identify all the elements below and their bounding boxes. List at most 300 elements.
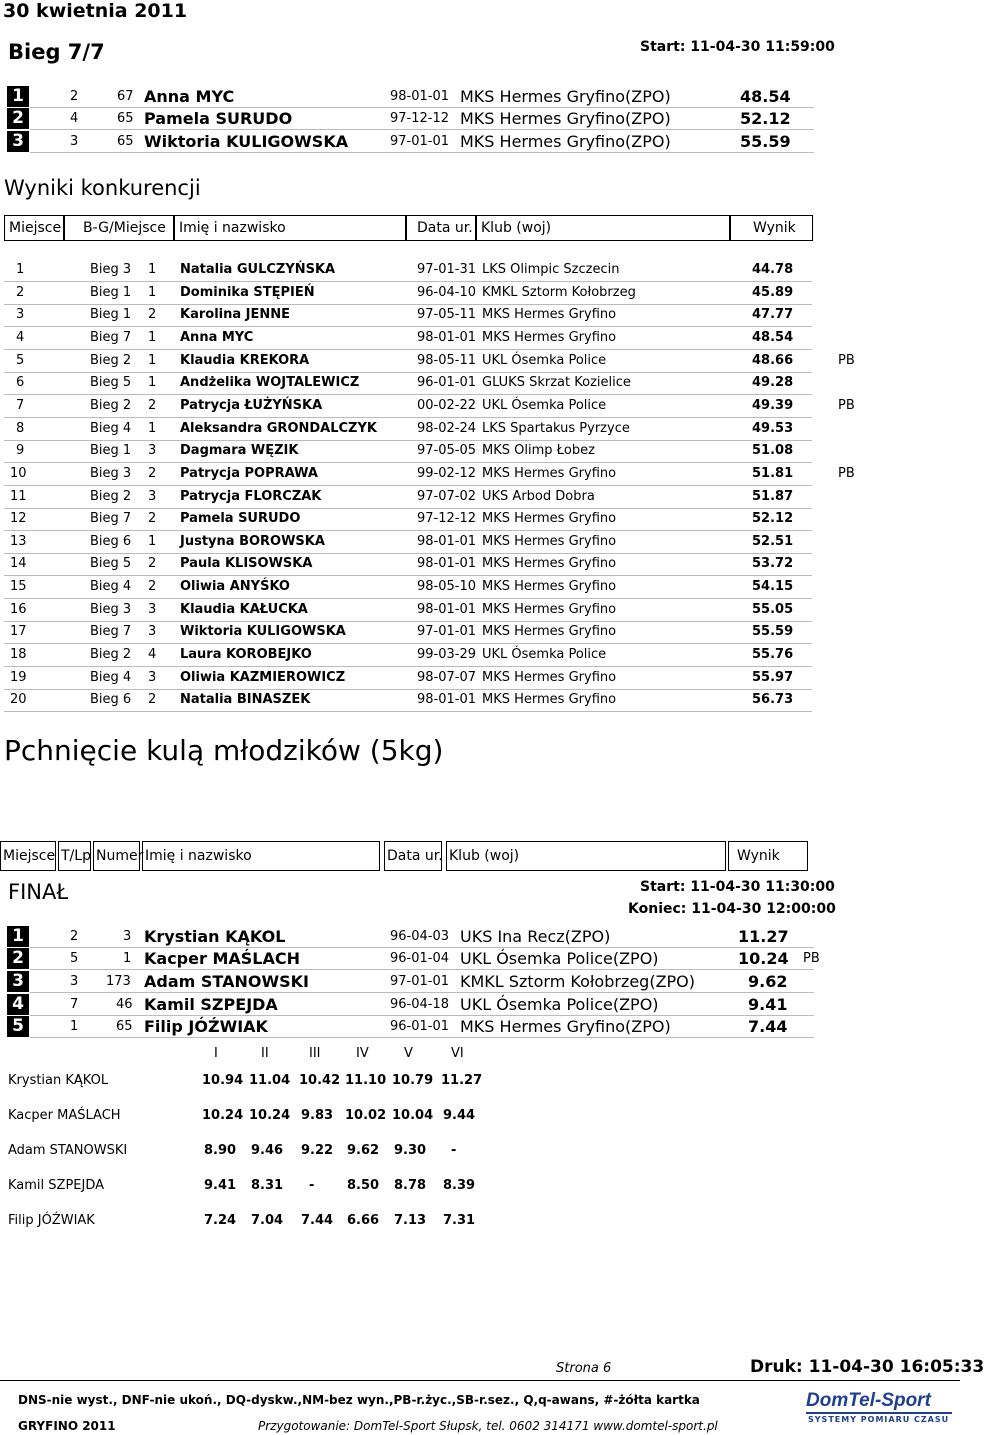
row-rule [4,711,812,712]
athlete-name: Kamil SZPEJDA [144,995,278,1014]
result: 45.89 [752,285,794,300]
athlete-name: Krystian KĄKOL [144,927,286,946]
row-rule [4,666,812,667]
heat: Bieg 2 [90,398,132,413]
athlete-name: Andżelika WOJTALEWICZ [180,375,360,390]
result: 56.73 [752,692,794,707]
bib-number: 3 [123,929,132,944]
attempt-value: 7.13 [394,1213,427,1228]
result: 55.97 [752,670,794,685]
attempt-value: 9.44 [443,1108,476,1123]
birth-date: 97-07-02 [417,489,477,504]
heat: Bieg 3 [90,602,132,617]
row-rule [4,462,812,463]
club: LKS Spartakus Pyrzyce [482,421,630,436]
logo-name: DomTel-Sport [806,1390,931,1411]
result: 48.54 [752,330,794,345]
event-start: Start: 11-04-30 11:30:00 [640,879,835,895]
row-rule [4,575,812,576]
heat: Bieg 6 [90,534,132,549]
heat-place: 1 [148,285,157,300]
athlete-name: Oliwia KAZMIEROWICZ [180,670,346,685]
club: MKS Hermes Gryfino [482,511,617,526]
place: 2 [16,285,25,300]
row-rule [4,440,812,441]
bib-number: 46 [116,997,133,1012]
heat: Bieg 7 [90,330,132,345]
lane: 7 [70,997,79,1012]
result: 7.44 [748,1017,788,1036]
place: 14 [10,556,27,571]
heat: Bieg 7 [90,624,132,639]
row-rule [30,152,814,153]
athlete-name: Kacper MAŚLACH [144,949,300,968]
result: 9.62 [748,972,788,991]
club: MKS Hermes Gryfino [482,670,617,685]
birth-date: 97-01-01 [417,624,477,639]
attempt-value: 11.27 [441,1073,483,1088]
heat-place: 2 [148,466,157,481]
birth-date: 99-03-29 [417,647,477,662]
heat: Bieg 4 [90,579,132,594]
club: UKL Ósemka Police(ZPO) [460,995,659,1014]
place: 10 [10,466,27,481]
athlete-name: Wiktoria KULIGOWSKA [144,132,349,151]
athlete-name: Adam STANOWSKI [8,1143,128,1158]
heat: Bieg 1 [90,307,132,322]
row-rule [30,129,814,130]
birth-date: 98-01-01 [417,602,477,617]
attempt-value: 9.22 [301,1143,334,1158]
heat: Bieg 4 [90,670,132,685]
club: MKS Hermes Gryfino [482,579,617,594]
attempt-value: 9.46 [251,1143,284,1158]
athlete-name: Patrycja POPRAWA [180,466,318,481]
result: 52.12 [752,511,794,526]
header-place: Miejsce [4,215,64,241]
place: 1 [16,262,25,277]
athlete-name: Paula KLISOWSKA [180,556,313,571]
attempt-value: 10.42 [299,1073,341,1088]
place: 20 [10,692,27,707]
attempt-value: 11.10 [345,1073,387,1088]
place: 13 [10,534,27,549]
birth-date: 96-01-01 [390,1019,450,1034]
place: 18 [10,647,27,662]
attempt-value: 8.90 [204,1143,237,1158]
attempt-value: - [451,1143,457,1158]
lane: 2 [70,89,79,104]
athlete-name: Filip JÓŹWIAK [144,1017,268,1036]
place: 17 [10,624,27,639]
heat: Bieg 6 [90,692,132,707]
row-rule [4,417,812,418]
bib-number: 173 [106,974,131,989]
place: 3 [16,307,25,322]
athlete-name: Pamela SURUDO [180,511,301,526]
heat-place: 3 [148,624,157,639]
header-club: Klub (woj) [476,215,730,241]
attempt-value: 7.31 [443,1213,476,1228]
attempt-value: 8.31 [251,1178,284,1193]
athlete-name: Kacper MAŚLACH [8,1108,121,1123]
birth-date: 98-05-10 [417,579,477,594]
result: 49.39 [752,398,794,413]
athlete-name: Patrycja FLORCZAK [180,489,322,504]
birth-date: 97-01-31 [417,262,477,277]
club: MKS Hermes Gryfino [482,556,617,571]
heat: Bieg 1 [90,285,132,300]
result: 48.54 [740,87,791,106]
club: MKS Hermes Gryfino(ZPO) [460,87,671,106]
footer-rule [0,1380,960,1381]
heat: Bieg 2 [90,647,132,662]
result: 10.24 [738,949,789,968]
club: MKS Hermes Gryfino(ZPO) [460,1017,671,1036]
header-number: Numer [93,841,140,871]
club: MKS Hermes Gryfino(ZPO) [460,109,671,128]
attempt-value: 7.44 [301,1213,334,1228]
result: 51.08 [752,443,794,458]
heat-place: 2 [148,307,157,322]
attempt-value: 10.94 [202,1073,244,1088]
attempt-value: 8.39 [443,1178,476,1193]
athlete-name: Patrycja ŁUŻYŃSKA [180,398,323,413]
header-result: Wynik [730,215,813,241]
row-rule [4,349,812,350]
birth-date: 98-07-07 [417,670,477,685]
footer-legend: DNS-nie wyst., DNF-nie ukoń., DQ-dyskw.,NM-bez wyn.,PB-r.życ.,SB-r.sez., Q,q-awans, #-żółta kartka [18,1393,700,1407]
heat-place: 3 [148,670,157,685]
place: 19 [10,670,27,685]
birth-date: 98-02-24 [417,421,477,436]
heat-place: 4 [148,647,157,662]
result: 49.53 [752,421,794,436]
club: MKS Hermes Gryfino [482,330,617,345]
birth-date: 97-01-01 [390,134,450,149]
attempt-header: IV [356,1046,369,1061]
attempt-value: - [309,1178,315,1193]
place-badge: 1 [7,926,29,947]
result: 55.76 [752,647,794,662]
row-rule [4,598,812,599]
attempt-header: III [309,1046,321,1061]
athlete-name: Dagmara WĘZIK [180,443,299,458]
final-label: FINAŁ [8,880,69,904]
heat-title: Bieg 7/7 [8,40,105,64]
birth-date: 97-01-01 [390,974,450,989]
row-rule [4,304,812,305]
heat-place: 3 [148,489,157,504]
place-badge: 3 [7,971,29,992]
lane: 3 [70,974,79,989]
place: 8 [16,421,25,436]
bib-number: 65 [116,1019,133,1034]
birth-date: 98-05-11 [417,353,477,368]
athlete-name: Aleksandra GRONDALCZYK [180,421,377,436]
attempt-value: 11.04 [249,1073,291,1088]
club: MKS Olimp Łobez [482,443,595,458]
summary-title: Wyniki konkurencji [4,176,201,200]
attempt-value: 10.79 [392,1073,434,1088]
row-rule [30,107,814,108]
heat-place: 2 [148,556,157,571]
result: 55.59 [752,624,794,639]
row-rule [4,372,812,373]
club: MKS Hermes Gryfino(ZPO) [460,132,671,151]
athlete-name: Klaudia KAŁUCKA [180,602,308,617]
place-badge: 4 [7,994,29,1015]
athlete-name: Anna MYC [180,330,254,345]
club: GLUKS Skrzat Kozielice [482,375,631,390]
heat: Bieg 5 [90,375,132,390]
club: UKL Ósemka Police [482,353,607,368]
row-rule [30,1037,814,1038]
attempt-header: V [404,1046,413,1061]
athlete-name: Laura KOROBEJKO [180,647,312,662]
athlete-name: Natalia GULCZYŃSKA [180,262,336,277]
heat-place: 1 [148,375,157,390]
result: 9.41 [748,995,788,1014]
place: 9 [16,443,25,458]
result: 48.66 [752,353,794,368]
attempt-header: II [261,1046,269,1061]
row-rule [4,621,812,622]
attempt-value: 9.41 [204,1178,237,1193]
heat-place: 2 [148,692,157,707]
header-place: Miejsce [0,841,56,871]
place: 5 [16,353,25,368]
bib-number: 65 [117,111,134,126]
header-heat-place: B-G/Miejsce [64,215,174,241]
result: 52.51 [752,534,794,549]
birth-date: 97-05-11 [417,307,477,322]
heat-place: 2 [148,511,157,526]
club: UKL Ósemka Police [482,398,607,413]
birth-date: 96-04-10 [417,285,477,300]
club: LKS Olimpic Szczecin [482,262,620,277]
birth-date: 98-01-01 [417,534,477,549]
bib-number: 1 [123,951,132,966]
header-name: Imię i nazwisko [142,841,380,871]
place-badge: 1 [7,86,29,107]
attempt-value: 7.04 [251,1213,284,1228]
attempt-value: 10.24 [202,1108,244,1123]
attempt-value: 9.62 [347,1143,380,1158]
header-lane: T/Lp [58,841,91,871]
club: UKL Ósemka Police(ZPO) [460,949,659,968]
birth-date: 96-04-03 [390,929,450,944]
place: 4 [16,330,25,345]
birth-date: 97-12-12 [390,111,450,126]
pb-note: PB [838,353,855,368]
pb-note: PB [838,398,855,413]
birth-date: 96-01-01 [417,375,477,390]
heat-place: 1 [148,262,157,277]
bib-number: 67 [117,89,134,104]
heat: Bieg 3 [90,262,132,277]
heat: Bieg 5 [90,556,132,571]
club: MKS Hermes Gryfino [482,624,617,639]
athlete-name: Karolina JENNE [180,307,291,322]
result: 55.05 [752,602,794,617]
athlete-name: Filip JÓŹWIAK [8,1213,95,1228]
attempt-value: 9.83 [301,1108,334,1123]
attempt-value: 9.30 [394,1143,427,1158]
heat-place: 2 [148,579,157,594]
athlete-name: Adam STANOWSKI [144,972,309,991]
header-dob: Data ur. [406,215,476,241]
attempt-value: 7.24 [204,1213,237,1228]
result: 53.72 [752,556,794,571]
heat-place: 1 [148,534,157,549]
domtel-logo [806,1390,952,1428]
athlete-name: Anna MYC [144,87,235,106]
row-rule [4,281,812,282]
row-rule [4,643,812,644]
result: 51.81 [752,466,794,481]
result: 47.77 [752,307,794,322]
event-end: Koniec: 11-04-30 12:00:00 [628,901,836,917]
athlete-name: Natalia BINASZEK [180,692,311,707]
heat-place: 3 [148,443,157,458]
athlete-name: Pamela SURUDO [144,109,293,128]
birth-date: 97-05-05 [417,443,477,458]
print-time: Druk: 11-04-30 16:05:33 [750,1357,984,1377]
heat: Bieg 4 [90,421,132,436]
birth-date: 98-01-01 [417,330,477,345]
heat: Bieg 7 [90,511,132,526]
club: UKS Ina Recz(ZPO) [460,927,611,946]
attempt-value: 6.66 [347,1213,380,1228]
result: 52.12 [740,109,791,128]
birth-date: 98-01-01 [417,556,477,571]
place-badge: 3 [7,131,29,152]
athlete-name: Kamil SZPEJDA [8,1178,105,1193]
row-rule [4,508,812,509]
birth-date: 98-01-01 [390,89,450,104]
lane: 4 [70,111,79,126]
place: 6 [16,375,25,390]
row-rule [4,326,812,327]
place: 15 [10,579,27,594]
lane: 5 [70,951,79,966]
heat: Bieg 1 [90,443,132,458]
lane: 2 [70,929,79,944]
bib-number: 65 [117,134,134,149]
row-rule [30,992,814,993]
place: 16 [10,602,27,617]
attempt-value: 10.24 [249,1108,291,1123]
birth-date: 00-02-22 [417,398,477,413]
club: KMKL Sztorm Kołobrzeg(ZPO) [460,972,696,991]
club: MKS Hermes Gryfino [482,602,617,617]
attempt-value: 8.50 [347,1178,380,1193]
attempt-header: I [214,1046,218,1061]
attempt-value: 8.78 [394,1178,427,1193]
heat-place: 3 [148,602,157,617]
place: 12 [10,511,27,526]
athlete-name: Dominika STĘPIEŃ [180,285,315,300]
result: 51.87 [752,489,794,504]
logo-tagline: SYSTEMY POMIARU CZASU [808,1415,950,1424]
row-rule [4,530,812,531]
club: MKS Hermes Gryfino [482,466,617,481]
row-rule [4,485,812,486]
footer-prep: Przygotowanie: DomTel-Sport Słupsk, tel. 0602 314171 www.domtel-sport.pl [258,1419,718,1433]
footer-venue: GRYFINO 2011 [18,1419,116,1433]
header-result: Wynik [728,841,808,871]
header-dob: Data ur. [384,841,442,871]
birth-date: 99-02-12 [417,466,477,481]
heat: Bieg 2 [90,353,132,368]
attempt-header: VI [451,1046,464,1061]
birth-date: 97-12-12 [417,511,477,526]
club: MKS Hermes Gryfino [482,307,617,322]
attempt-value: 10.02 [345,1108,387,1123]
page-number: Strona 6 [556,1361,612,1376]
result: 54.15 [752,579,794,594]
page-date: 30 kwietnia 2011 [3,0,188,22]
pb-note: PB [838,466,855,481]
heat-place: 1 [148,330,157,345]
lane: 1 [70,1019,79,1034]
heat-place: 1 [148,421,157,436]
club: UKS Arbod Dobra [482,489,595,504]
place: 11 [10,489,27,504]
row-rule [4,689,812,690]
heat-place: 2 [148,398,157,413]
logo-underline [806,1412,952,1414]
result: 11.27 [738,927,789,946]
club: MKS Hermes Gryfino [482,534,617,549]
birth-date: 96-04-18 [390,997,450,1012]
pb-note: PB [803,951,820,966]
athlete-name: Wiktoria KULIGOWSKA [180,624,346,639]
place-badge: 2 [7,108,29,129]
heat: Bieg 2 [90,489,132,504]
club: KMKL Sztorm Kołobrzeg [482,285,636,300]
lane: 3 [70,134,79,149]
athlete-name: Oliwia ANYŚKO [180,579,290,594]
row-rule [30,969,814,970]
attempt-value: 10.04 [392,1108,434,1123]
club: MKS Hermes Gryfino [482,692,617,707]
athlete-name: Justyna BOROWSKA [180,534,325,549]
place-badge: 2 [7,948,29,969]
heat-start: Start: 11-04-30 11:59:00 [640,39,835,55]
header-club: Klub (woj) [446,841,726,871]
row-rule [30,1015,814,1016]
row-rule [4,553,812,554]
row-rule [30,947,814,948]
heat: Bieg 3 [90,466,132,481]
birth-date: 98-01-01 [417,692,477,707]
place-badge: 5 [7,1016,29,1037]
result: 55.59 [740,132,791,151]
result: 44.78 [752,262,794,277]
heat-place: 1 [148,353,157,368]
event-title: Pchnięcie kulą młodzików (5kg) [4,734,444,767]
row-rule [4,394,812,395]
place: 7 [16,398,25,413]
header-name: Imię i nazwisko [174,215,406,241]
athlete-name: Klaudia KREKORA [180,353,310,368]
birth-date: 96-01-04 [390,951,450,966]
club: UKL Ósemka Police [482,647,607,662]
athlete-name: Krystian KĄKOL [8,1073,109,1088]
result: 49.28 [752,375,794,390]
